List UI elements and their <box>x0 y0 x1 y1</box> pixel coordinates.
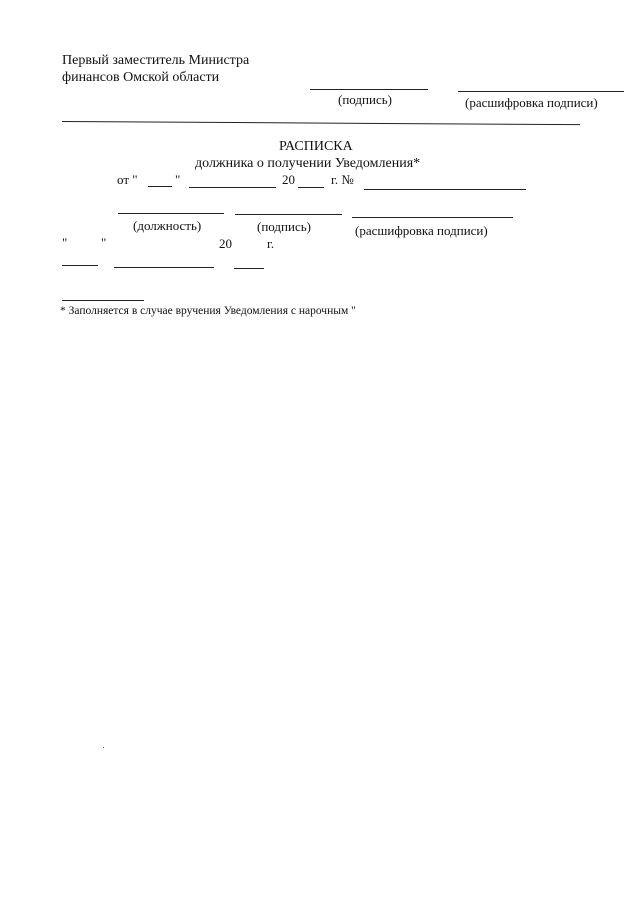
debtor-year-prefix: 20 <box>219 236 232 251</box>
receipt-number-blank[interactable] <box>364 189 526 190</box>
debtor-signature-line[interactable] <box>235 214 342 215</box>
footnote-text: * Заполняется в случае вручения Уведомления с нарочным " <box>60 305 356 317</box>
receipt-number-label: г. № <box>331 172 354 187</box>
receipt-month-blank[interactable] <box>189 187 276 188</box>
scan-speck <box>103 747 104 748</box>
receipt-subtitle: должника о получении Уведомления* <box>195 156 421 171</box>
debtor-month-blank[interactable] <box>114 267 214 268</box>
receipt-day-blank[interactable] <box>148 186 172 187</box>
official-signature-transcript-line[interactable] <box>458 91 624 92</box>
debtor-date-quote-open: " <box>62 235 68 250</box>
receipt-year-prefix: 20 <box>282 172 295 187</box>
official-signature-caption: (подпись) <box>338 92 392 107</box>
debtor-transcript-line[interactable] <box>352 217 513 218</box>
official-signature-transcript-caption: (расшифровка подписи) <box>465 95 598 110</box>
debtor-signature-caption: (подпись) <box>257 219 311 234</box>
debtor-year-blank[interactable] <box>234 268 264 269</box>
debtor-position-caption: (должность) <box>133 218 202 233</box>
official-position-line1: Первый заместитель Министра <box>62 53 250 68</box>
receipt-title: РАСПИСКА <box>279 139 353 154</box>
footnote-separator <box>62 300 144 301</box>
debtor-day-blank[interactable] <box>62 265 98 266</box>
receipt-year-blank[interactable] <box>298 187 324 188</box>
receipt-date-quote-close: " <box>175 172 181 187</box>
debtor-transcript-caption: (расшифровка подписи) <box>355 223 488 238</box>
official-position-line2: финансов Омской области <box>62 70 220 85</box>
debtor-position-line[interactable] <box>118 213 224 214</box>
section-separator <box>62 121 580 125</box>
debtor-date-quote-close: " <box>101 235 107 250</box>
receipt-date-prefix: от " <box>117 172 138 187</box>
official-signature-line[interactable] <box>310 89 428 90</box>
debtor-year-suffix: г. <box>267 236 275 251</box>
